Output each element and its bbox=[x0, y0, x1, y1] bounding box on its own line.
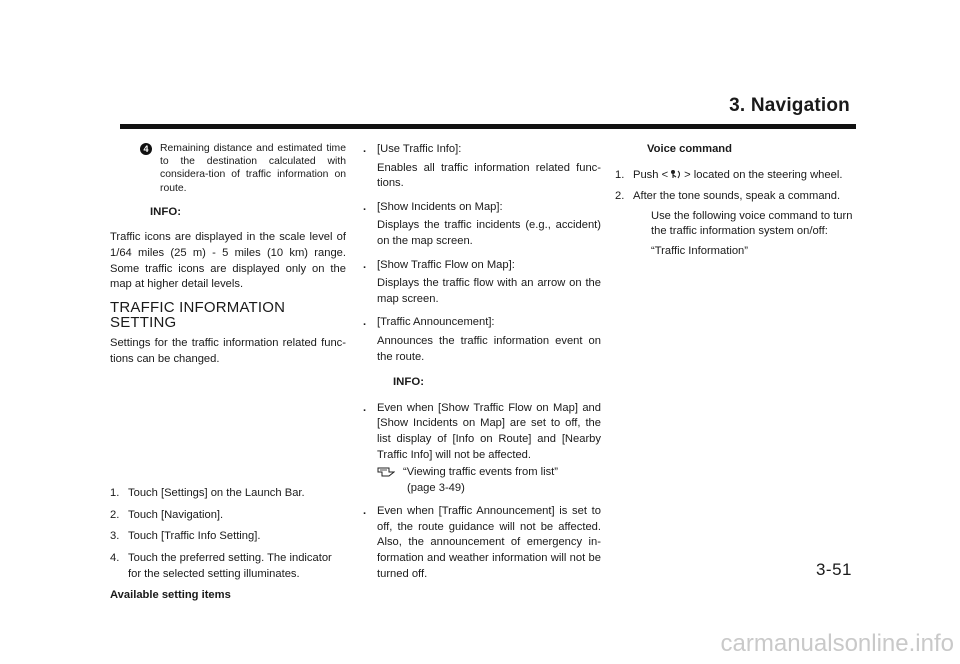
bullet: . bbox=[363, 143, 367, 155]
voice-command-heading: Voice command bbox=[647, 143, 732, 155]
step-number: 3. bbox=[110, 530, 120, 543]
page-number: 3-51 bbox=[815, 560, 852, 579]
cross-reference-page: (page 3-49) bbox=[407, 481, 465, 494]
setting-item-desc: Enables all traffic information related func-tions. bbox=[377, 161, 601, 190]
watermark: carmanualsonline.info bbox=[720, 630, 954, 657]
info-label: INFO: bbox=[150, 205, 182, 218]
step-text bbox=[633, 168, 855, 184]
spacer bbox=[110, 374, 346, 486]
info-bullet-text: Even when [Show Traffic Flow on Map] and [Show Incidents on Map] are set to off, the list display of [Info on Route] and [Nearby Traffic Info] will not be affected. bbox=[377, 401, 601, 461]
setting-item bbox=[363, 142, 601, 192]
section-intro: Settings for the traffic information related func-tions can be changed. bbox=[110, 336, 346, 365]
header-rule bbox=[120, 124, 856, 129]
step-text-post: > located on the steering wheel. bbox=[684, 168, 843, 181]
bullet: . bbox=[363, 258, 367, 271]
step-text-pre: Push < bbox=[633, 168, 669, 181]
section-heading: TRAFFIC INFORMATION SETTING bbox=[110, 298, 286, 332]
voice-command-text: “Traffic Information” bbox=[651, 244, 748, 257]
column-2 bbox=[363, 142, 601, 590]
info-label: INFO: bbox=[393, 376, 425, 389]
legend-item-4 bbox=[110, 142, 346, 195]
step-text: After the tone sounds, speak a command. bbox=[633, 190, 841, 203]
column-3 bbox=[615, 142, 855, 266]
setting-item bbox=[363, 200, 601, 250]
setting-item-title: [Show Incidents on Map]: bbox=[377, 200, 503, 213]
bullet: . bbox=[363, 401, 367, 414]
step-item bbox=[110, 529, 346, 545]
step-item bbox=[110, 551, 346, 582]
step-item bbox=[110, 508, 346, 524]
setting-item-title: [Show Traffic Flow on Map]: bbox=[377, 258, 515, 271]
step-number: 1. bbox=[615, 168, 625, 181]
setting-item-desc: Displays the traffic incidents (e.g., accident) on the map screen. bbox=[377, 219, 601, 247]
step-item bbox=[110, 486, 346, 502]
step-subtext: Use the following voice command to turn the traffic information system on/off: bbox=[651, 209, 853, 238]
info-bullet-text: Even when [Traffic Announcement] is set to off, the route guidance will not be affected. Also, the announcement of emergency in-formation and weather information will not be turned off. bbox=[377, 505, 601, 580]
setting-item-desc: Announces the traffic information event on the route. bbox=[377, 334, 601, 363]
bullet: . bbox=[363, 200, 367, 213]
legend-item-4-text: Remaining distance and estimated time to the destination calculated with considera-tion of traffic information on route. bbox=[160, 143, 346, 194]
step-text: Touch [Traffic Info Setting]. bbox=[128, 530, 261, 543]
step-text: Touch [Settings] on the Launch Bar. bbox=[128, 487, 305, 500]
bullet: . bbox=[363, 505, 367, 518]
step-number: 2. bbox=[615, 190, 625, 203]
step-number: 1. bbox=[110, 487, 120, 500]
steps-list bbox=[110, 486, 346, 582]
voice-steps bbox=[615, 168, 855, 260]
step-number: 4. bbox=[110, 551, 120, 564]
callout-number-badge: 4 bbox=[140, 143, 152, 155]
cross-reference-title: “Viewing traffic events from list” bbox=[403, 466, 559, 479]
available-items-label: Available setting items bbox=[110, 589, 231, 602]
cross-reference[interactable] bbox=[377, 465, 601, 481]
setting-item-title: [Use Traffic Info]: bbox=[377, 143, 462, 155]
info-bullet bbox=[363, 504, 601, 582]
step-text: Touch the preferred setting. The indicator for the selected setting illuminates. bbox=[128, 551, 332, 580]
column-1 bbox=[110, 142, 346, 604]
info-bullet bbox=[363, 401, 601, 497]
reference-pointer-icon bbox=[377, 466, 395, 478]
step-number: 2. bbox=[110, 508, 120, 521]
voice-step bbox=[615, 168, 855, 184]
bullet: . bbox=[363, 316, 367, 329]
setting-item-desc: Displays the traffic flow with an arrow on the map screen. bbox=[377, 277, 601, 305]
chapter-title: 3. Navigation bbox=[729, 95, 850, 116]
talk-switch-icon bbox=[670, 169, 682, 180]
setting-item-title: [Traffic Announcement]: bbox=[377, 316, 495, 329]
voice-step bbox=[615, 189, 855, 259]
info-text: Traffic icons are displayed in the scale level of 1/64 miles (25 m) - 5 miles (10 km) range. Some traffic icons are displayed only on the map at higher detail levels. bbox=[110, 231, 346, 291]
step-text: Touch [Navigation]. bbox=[128, 508, 224, 521]
setting-item bbox=[363, 258, 601, 308]
setting-item bbox=[363, 315, 601, 365]
